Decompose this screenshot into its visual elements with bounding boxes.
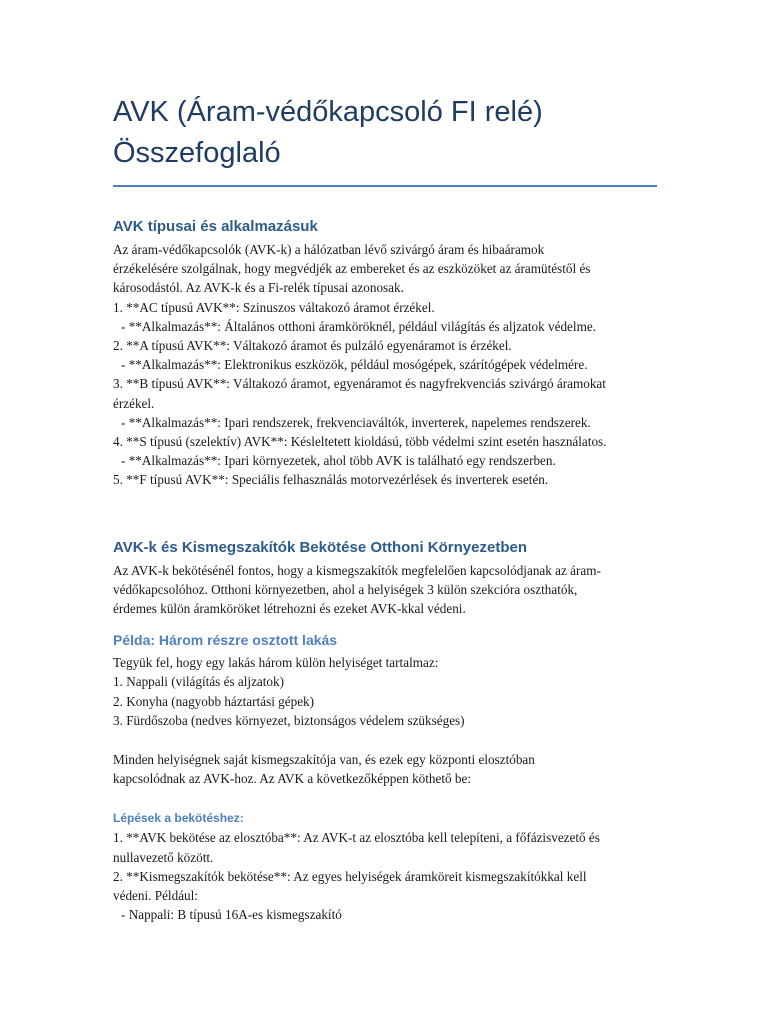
list-subitem: - **Alkalmazás**: Ipari rendszerek, frekvenciaváltók, inverterek, napelemes rendszerek.	[121, 414, 591, 430]
paragraph-line: Az áram-védőkapcsolók (AVK-k) a hálózatban lévő szivárgó áram és hibaáramok	[113, 242, 545, 257]
section-wiring	[113, 537, 658, 619]
section-heading-wiring: AVK-k és Kismegszakítók Bekötése Otthoni Környezetben	[113, 538, 527, 556]
list-item-continuation: érzékel.	[113, 395, 155, 411]
paragraph-line: Minden helyiségnek saját kismegszakítója van, és ezek egy központi elosztóban	[113, 752, 535, 768]
paragraph-line: kapcsolódnak az AVK-hoz. Az AVK a következőképpen köthető be:	[113, 771, 472, 787]
list-item: 1. **AC típusú AVK**: Szinuszos váltakozó áramot érzékel.	[113, 299, 435, 315]
list-item: 4. **S típusú (szelektív) AVK**: Késleltetett kioldású, több védelmi szint esetén használatos.	[113, 434, 607, 450]
list-item: 3. Fürdőszoba (nedves környezet, biztonságos védelem szükséges)	[113, 712, 465, 728]
list-item: 1. Nappali (világítás és aljzatok)	[113, 674, 285, 690]
list-item: 1. **AVK bekötése az elosztóba**: Az AVK-t az elosztóba kell telepíteni, a főfázisvezető és	[113, 830, 600, 846]
section-example	[113, 630, 658, 788]
list-item-continuation: védeni. Például:	[113, 888, 198, 904]
list-subitem: - **Alkalmazás**: Általános otthoni áramköröknél, például világítás és aljzatok védelme.	[121, 318, 596, 334]
section-heading-avk-types: AVK típusai és alkalmazásuk	[113, 218, 318, 235]
list-subitem: - Nappali: B típusú 16A-es kismegszakító	[121, 907, 342, 923]
paragraph-line: védőkapcsolóhoz. Otthoni környezetben, ahol a helyiségek 3 külön szekcióra oszthatók,	[113, 581, 578, 597]
paragraph-line: érzékelésére szolgálnak, hogy megvédjék az embereket és az eszközöket az áramütéstől és	[113, 261, 591, 277]
title-underline	[113, 185, 657, 187]
subheading-example: Példa: Három részre osztott lakás	[113, 632, 338, 649]
title-line-1: AVK (Áram-védőkapcsoló FI relé)	[113, 96, 543, 128]
title-line-2: Összefoglaló	[113, 137, 281, 169]
paragraph-line: károsodástól. Az AVK-k és a Fi-relék típusai azonosak.	[113, 280, 404, 296]
list-item: 2. **Kismegszakítók bekötése**: Az egyes helyiségek áramköreit kismegszakítókkal kell	[113, 868, 587, 884]
list-item: 2. **A típusú AVK**: Váltakozó áramot és pulzáló egyenáramot is érzékel.	[113, 338, 512, 354]
list-item: 3. **B típusú AVK**: Váltakozó áramot, egyenáramot és nagyfrekvenciás szivárgó áramokat	[113, 376, 606, 392]
document-page	[113, 92, 658, 924]
paragraph-line: Az AVK-k bekötésénél fontos, hogy a kismegszakítók megfelelően kapcsolódjanak az áram-	[113, 562, 601, 578]
section-avk-types	[113, 216, 658, 490]
paragraph-line: érdemes külön áramköröket létrehozni és ezeket AVK-kkal védeni.	[113, 601, 466, 617]
list-item-continuation: nullavezető között.	[113, 849, 214, 865]
list-subitem: - **Alkalmazás**: Ipari környezetek, ahol több AVK is található egy rendszerben.	[121, 453, 556, 469]
paragraph-line: Tegyük fel, hogy egy lakás három külön helyiséget tartalmaz:	[113, 655, 439, 671]
list-item: 2. Konyha (nagyobb háztartási gépek)	[113, 693, 315, 709]
section-steps	[113, 809, 658, 924]
subheading-steps: Lépések a bekötéshez:	[113, 811, 244, 826]
list-subitem: - **Alkalmazás**: Elektronikus eszközök, például mosógépek, szárítógépek védelmére.	[121, 357, 588, 373]
document-title	[113, 92, 658, 174]
list-item: 5. **F típusú AVK**: Speciális felhasználás motorvezérlések és inverterek esetén.	[113, 472, 549, 488]
